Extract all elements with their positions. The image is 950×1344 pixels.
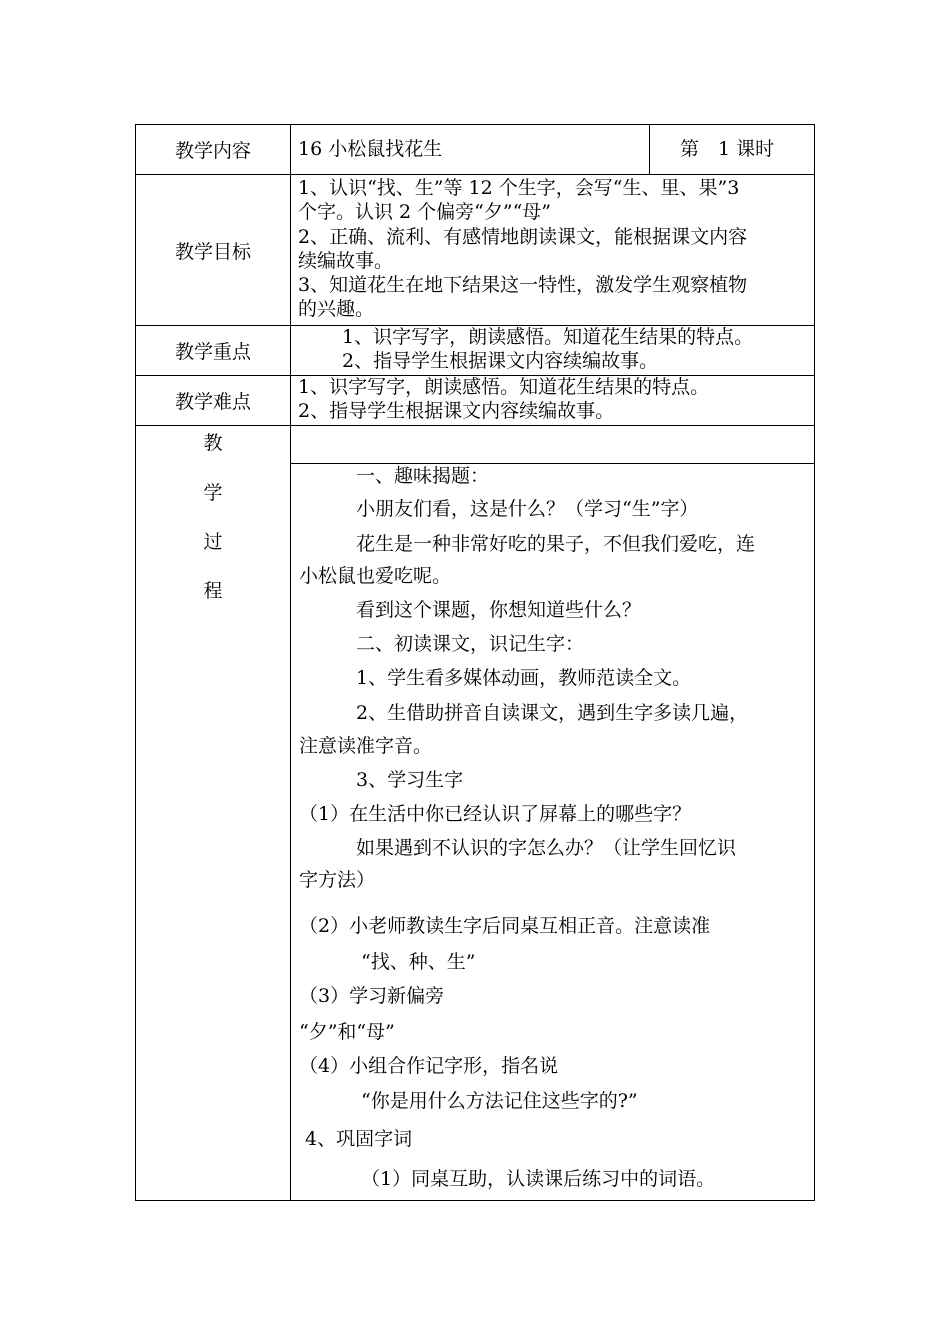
goal-line: 续编故事。: [298, 250, 394, 272]
goal-line: 个字。认识 2 个偏旁“夕”“母”: [298, 201, 552, 223]
column-divider: [649, 125, 650, 174]
process-paragraph: 1、学生看多媒体动画，教师范读全文。: [356, 667, 692, 689]
process-paragraph: 二、初读课文，识记生字：: [356, 633, 585, 655]
process-paragraph: “夕”和“母”: [299, 1021, 395, 1043]
process-paragraph: （4）小组合作记字形，指名说: [299, 1055, 559, 1077]
key-label: 教学重点: [174, 341, 251, 363]
process-content: [291, 464, 814, 1200]
lesson-plan-table: [135, 124, 815, 1201]
key-line: 1、识字写字，朗读感悟。知道花生结果的特点。: [342, 326, 754, 348]
process-paragraph: （1）同桌互助，认读课后练习中的词语。: [361, 1168, 716, 1190]
goals-text: [298, 177, 810, 323]
lesson-period: 第 1 课时: [680, 138, 775, 160]
difficult-label: 教学难点: [174, 391, 251, 413]
process-label-char: 过: [203, 531, 223, 553]
process-paragraph: 小松鼠也爱吃呢。: [299, 565, 452, 587]
process-paragraph: “找、种、生”: [361, 951, 476, 973]
process-paragraph: “你是用什么方法记住这些字的?”: [361, 1090, 638, 1112]
process-paragraph: 注意读准字音。: [299, 735, 433, 757]
key-text: [291, 326, 814, 375]
difficult-text: [298, 376, 810, 425]
process-paragraph: （2）小老师教读生字后同桌互相正音。注意读准: [299, 915, 711, 937]
process-paragraph: 花生是一种非常好吃的果子，不但我们爱吃，连: [356, 533, 756, 555]
difficult-line: 1、识字写字，朗读感悟。知道花生结果的特点。: [298, 376, 710, 398]
process-paragraph: 小朋友们看，这是什么？（学习“生”字）: [356, 498, 699, 520]
goal-line: 2、正确、流利、有感情地朗读课文，能根据课文内容: [298, 226, 748, 248]
process-paragraph: （1）在生活中你已经认识了屏幕上的哪些字？: [299, 803, 692, 825]
goals-label: 教学目标: [174, 240, 251, 263]
process-paragraph: 字方法）: [299, 869, 376, 891]
process-label-char: 学: [203, 482, 223, 504]
difficult-line: 2、指导学生根据课文内容续编故事。: [298, 400, 615, 422]
process-paragraph: 3、学习生字: [356, 769, 464, 791]
process-paragraph: 一、趣味揭题：: [356, 465, 490, 487]
process-paragraph: （3）学习新偏旁: [299, 985, 445, 1007]
process-label-char: 教: [203, 432, 223, 454]
key-line: 2、指导学生根据课文内容续编故事。: [342, 350, 659, 372]
process-paragraph: 看到这个课题，你想知道些什么？: [356, 599, 642, 621]
process-label-char: 程: [203, 580, 223, 602]
process-paragraph: 如果遇到不认识的字怎么办？（让学生回忆识: [356, 837, 737, 859]
lesson-title: 16 小松鼠找花生: [298, 138, 443, 160]
goal-line: 3、知道花生在地下结果这一特性，激发学生观察植物: [298, 274, 748, 296]
goal-line: 的兴趣。: [298, 298, 375, 320]
goal-line: 1、认识“找、生”等 12 个生字，会写“生、里、果”3: [298, 177, 740, 199]
process-paragraph: 2、生借助拼音自读课文，遇到生字多读几遍，: [356, 702, 749, 724]
process-label: [136, 426, 290, 1200]
content-label: 教学内容: [174, 140, 251, 162]
process-paragraph: 4、巩固字词: [305, 1128, 413, 1150]
